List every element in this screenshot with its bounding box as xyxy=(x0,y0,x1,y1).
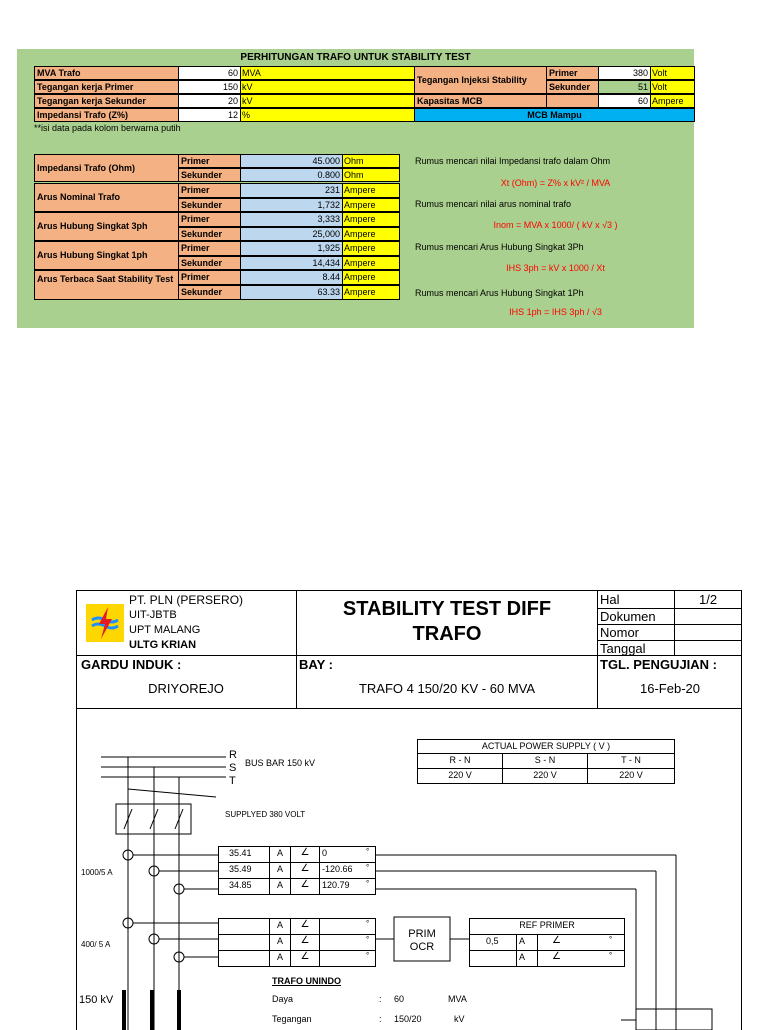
mcb-value[interactable]: 60 xyxy=(598,94,651,108)
ref-primer-value: 0,5 xyxy=(469,934,517,951)
ct-ratio-label: 400/ 5 A xyxy=(81,940,111,949)
ref-primer-unit: A xyxy=(516,950,538,967)
result-side: Sekunder xyxy=(178,227,241,241)
tgl-value: 16-Feb-20 xyxy=(640,681,700,696)
gardu-value: DRIYOREJO xyxy=(148,681,224,696)
stability-test-form xyxy=(76,590,742,1030)
degree-symbol: ° xyxy=(609,951,613,960)
power-supply-value: 220 V xyxy=(502,768,588,784)
reading-current xyxy=(218,950,270,967)
trafo-spec-value: 60 xyxy=(394,994,405,1004)
result-unit: Ampere xyxy=(342,183,400,198)
input-value[interactable]: 20 xyxy=(178,94,241,108)
meta-label: Dokumen xyxy=(600,609,656,624)
result-side: Primer xyxy=(178,270,241,285)
degree-symbol: ° xyxy=(366,919,370,928)
reading-angle: 0 xyxy=(319,846,376,863)
gardu-label: GARDU INDUK : xyxy=(81,657,182,672)
result-value: 14,434 xyxy=(240,256,343,270)
result-label: Arus Hubung Singkat 3ph xyxy=(34,212,179,241)
formula: Inom = MVA x 1000/ ( kV x √3 ) xyxy=(493,220,618,230)
result-value: 8.44 xyxy=(240,270,343,285)
result-unit: Ampere xyxy=(342,227,400,241)
busbar-label: BUS BAR 150 kV xyxy=(245,758,316,768)
input-label: Tegangan kerja Sekunder xyxy=(34,94,179,108)
calculation-sheet xyxy=(17,49,694,328)
result-unit: Ampere xyxy=(342,270,400,285)
angle-icon: ∠ xyxy=(290,934,320,951)
input-label: Impedansi Trafo (Z%) xyxy=(34,108,179,122)
formula-desc: Rumus mencari nilai arus nominal trafo xyxy=(415,199,572,209)
result-value: 3,333 xyxy=(240,212,343,227)
formula: Xt (Ohm) = Z% x kV² / MVA xyxy=(500,178,611,188)
result-label: Arus Terbaca Saat Stability Test xyxy=(34,270,179,300)
formula-desc: Rumus mencari Arus Hubung Singkat 3Ph xyxy=(415,242,584,252)
result-unit: Ohm xyxy=(342,168,400,182)
degree-symbol: ° xyxy=(366,847,370,856)
mcb-status: MCB Mampu xyxy=(414,108,695,122)
company-line: UIT-JBTB xyxy=(129,609,177,621)
degree-symbol: ° xyxy=(366,863,370,872)
result-side: Sekunder xyxy=(178,198,241,212)
result-unit: Ampere xyxy=(342,198,400,212)
reading-unit: A xyxy=(269,918,291,935)
power-supply-header: S - N xyxy=(502,753,588,769)
formula-desc: Rumus mencari nilai Impedansi trafo dalam Ohm xyxy=(415,156,611,166)
input-value[interactable]: 150 xyxy=(178,80,241,94)
bay-label: BAY : xyxy=(299,657,333,672)
company-line: PT. PLN (PERSERO) xyxy=(129,593,244,607)
power-supply-value: 220 V xyxy=(587,768,675,784)
ref-primer-blank xyxy=(469,950,517,967)
injection-sekunder-value: 51 xyxy=(598,80,651,94)
result-label: Arus Hubung Singkat 1ph xyxy=(34,241,179,270)
degree-symbol: ° xyxy=(366,879,370,888)
border xyxy=(76,590,742,591)
reading-current xyxy=(218,934,270,951)
form-title: TRAFO xyxy=(412,623,482,645)
trafo-spec-unit: MVA xyxy=(448,994,467,1004)
meta-label: Nomor xyxy=(600,625,640,640)
formula: IHS 1ph = IHS 3ph / √3 xyxy=(509,307,602,317)
mcb-unit: Ampere xyxy=(650,94,695,108)
reading-current: 35.49 xyxy=(218,862,270,879)
result-unit: Ampere xyxy=(342,285,400,300)
form-title: STABILITY TEST DIFF xyxy=(342,598,552,620)
bus-r-label: R xyxy=(229,749,237,761)
reading-angle: -120.66 xyxy=(319,862,376,879)
trafo-spec-label: Tegangan xyxy=(272,1014,312,1024)
voltage-label: 150 kV xyxy=(79,994,114,1006)
result-side: Primer xyxy=(178,183,241,198)
bus-t-label: T xyxy=(229,775,236,787)
bus-s-label: S xyxy=(229,762,237,774)
result-value: 45.000 xyxy=(240,154,343,168)
degree-symbol: ° xyxy=(366,935,370,944)
angle-icon: ∠ xyxy=(290,862,320,879)
reading-unit: A xyxy=(269,934,291,951)
angle-icon: ∠ xyxy=(537,934,625,951)
result-side: Primer xyxy=(178,241,241,256)
company-line: UPT MALANG xyxy=(129,624,201,636)
prim-ocr-label: PRIM xyxy=(408,928,436,940)
injection-sekunder-unit: Volt xyxy=(650,80,695,94)
injection-primer-unit: Volt xyxy=(650,66,695,80)
trafo-spec-value: 150/20 xyxy=(394,1014,422,1024)
result-value: 1,732 xyxy=(240,198,343,212)
ct-ratio-label: 1000/5 A xyxy=(81,868,113,877)
formula-desc: Rumus mencari Arus Hubung Singkat 1Ph xyxy=(415,288,584,298)
result-unit: Ampere xyxy=(342,241,400,256)
injection-sekunder-label: Sekunder xyxy=(546,80,599,94)
reading-unit: A xyxy=(269,846,291,863)
ref-primer-title: REF PRIMER xyxy=(469,918,625,935)
result-side: Sekunder xyxy=(178,256,241,270)
result-side: Sekunder xyxy=(178,285,241,300)
bay-value: TRAFO 4 150/20 KV - 60 MVA xyxy=(358,681,536,696)
reading-current: 35.41 xyxy=(218,846,270,863)
input-label: Tegangan kerja Primer xyxy=(34,80,179,94)
result-value: 25,000 xyxy=(240,227,343,241)
tgl-label: TGL. PENGUJIAN : xyxy=(600,657,718,672)
result-value: 63.33 xyxy=(240,285,343,300)
power-supply-header: T - N xyxy=(587,753,675,769)
prim-ocr-label: OCR xyxy=(409,941,435,953)
trafo-spec-unit: kV xyxy=(454,1014,465,1024)
angle-icon: ∠ xyxy=(290,918,320,935)
trafo-spec-sep: : xyxy=(379,994,382,1004)
degree-symbol: ° xyxy=(609,935,613,944)
meta-value: 1/2 xyxy=(699,592,718,607)
input-label: MVA Trafo xyxy=(34,66,179,80)
result-label: Impedansi Trafo (Ohm) xyxy=(34,154,179,182)
company-line: ULTG KRIAN xyxy=(129,639,197,651)
input-unit: % xyxy=(240,108,415,122)
power-supply-header: R - N xyxy=(417,753,503,769)
injection-primer-label: Primer xyxy=(546,66,599,80)
pln-logo-icon xyxy=(86,604,124,642)
injection-label: Tegangan Injeksi Stability xyxy=(414,66,547,94)
result-value: 231 xyxy=(240,183,343,198)
reading-current: 34.85 xyxy=(218,878,270,895)
input-unit: kV xyxy=(240,94,415,108)
angle-icon: ∠ xyxy=(537,950,625,967)
reading-angle: 120.79 xyxy=(319,878,376,895)
trafo-spec-label: Daya xyxy=(272,994,294,1004)
result-label: Arus Nominal Trafo xyxy=(34,183,179,212)
power-supply-title: ACTUAL POWER SUPPLY ( V ) xyxy=(417,739,675,754)
formula: IHS 3ph = kV x 1000 / Xt xyxy=(506,263,605,273)
fill-note: **isi data pada kolom berwarna putih xyxy=(34,123,181,133)
reading-current xyxy=(218,918,270,935)
input-value[interactable]: 12 xyxy=(178,108,241,122)
result-unit: Ampere xyxy=(342,212,400,227)
degree-symbol: ° xyxy=(366,951,370,960)
result-side: Primer xyxy=(178,212,241,227)
meta-label: Tanggal xyxy=(600,641,646,656)
border xyxy=(674,590,675,656)
angle-icon: ∠ xyxy=(290,846,320,863)
input-unit: MVA xyxy=(240,66,415,80)
angle-icon: ∠ xyxy=(290,950,320,967)
trafo-spec-sep: : xyxy=(379,1014,382,1024)
ref-primer-unit: A xyxy=(516,934,538,951)
mcb-spacer xyxy=(546,94,599,108)
angle-icon: ∠ xyxy=(290,878,320,895)
result-unit: Ohm xyxy=(342,154,400,168)
supply-label: SUPPLYED 380 VOLT xyxy=(225,810,306,819)
mcb-label: Kapasitas MCB xyxy=(414,94,547,108)
injection-primer-value[interactable]: 380 xyxy=(598,66,651,80)
reading-unit: A xyxy=(269,878,291,895)
input-value[interactable]: 60 xyxy=(178,66,241,80)
power-supply-value: 220 V xyxy=(417,768,503,784)
result-side: Primer xyxy=(178,154,241,168)
result-unit: Ampere xyxy=(342,256,400,270)
input-unit: kV xyxy=(240,80,415,94)
reading-unit: A xyxy=(269,950,291,967)
result-value: 0.800 xyxy=(240,168,343,182)
meta-label: Hal xyxy=(600,592,620,607)
trafo-title: TRAFO UNINDO xyxy=(272,976,341,986)
result-value: 1,925 xyxy=(240,241,343,256)
sheet-title: PERHITUNGAN TRAFO UNTUK STABILITY TEST xyxy=(240,52,471,63)
result-side: Sekunder xyxy=(178,168,241,182)
reading-unit: A xyxy=(269,862,291,879)
